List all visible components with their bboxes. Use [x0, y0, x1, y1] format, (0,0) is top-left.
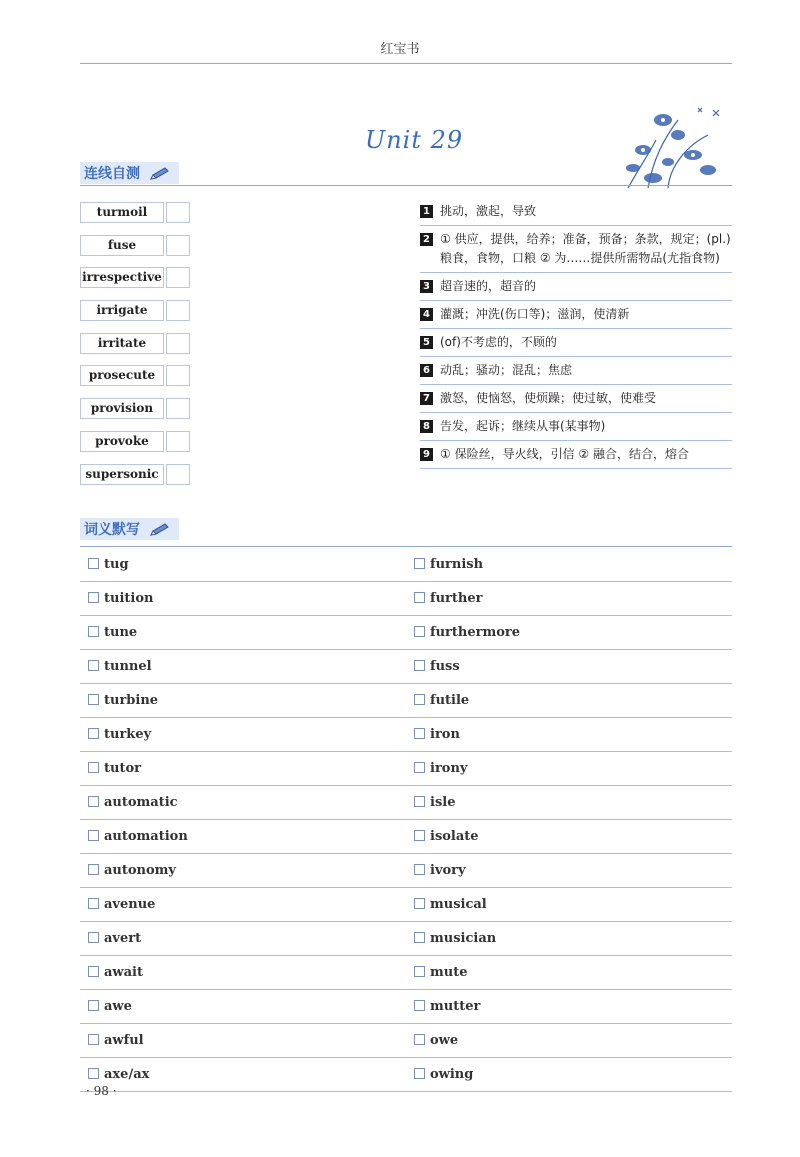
- pencil-icon: [149, 167, 171, 181]
- checkbox[interactable]: [414, 592, 425, 603]
- dictation-word: mutter: [430, 999, 481, 1014]
- dictation-item: [414, 684, 469, 717]
- dictation-word: futile: [430, 693, 470, 708]
- matching-definition-row: [420, 273, 732, 301]
- matching-word: irritate: [80, 333, 164, 354]
- dictation-row: [80, 684, 732, 718]
- matching-definition-row: [420, 413, 732, 441]
- checkbox[interactable]: [88, 898, 99, 909]
- checkbox[interactable]: [88, 694, 99, 705]
- definition-number: 6: [420, 364, 433, 377]
- checkbox[interactable]: [88, 796, 99, 807]
- dictation-word: furthermore: [430, 625, 521, 640]
- dictation-item: [414, 650, 460, 683]
- dictation-word: axe/ax: [104, 1067, 150, 1082]
- pencil-icon: [149, 523, 171, 537]
- dictation-word: furnish: [430, 557, 484, 572]
- dictation-item: [414, 854, 466, 887]
- checkbox[interactable]: [88, 830, 99, 841]
- checkbox[interactable]: [88, 966, 99, 977]
- dictation-word: irony: [430, 761, 468, 776]
- dictation-row: [80, 922, 732, 956]
- matching-definition-list: [420, 198, 732, 469]
- matching-word: irrigate: [80, 300, 164, 321]
- dictation-word: autonomy: [104, 863, 176, 878]
- dictation-row: [80, 752, 732, 786]
- dictation-row: [80, 1058, 732, 1092]
- definition-text: (of)不考虑的，不顾的: [440, 335, 557, 349]
- dictation-word: owe: [430, 1033, 459, 1048]
- matching-word: supersonic: [80, 464, 164, 485]
- checkbox[interactable]: [414, 932, 425, 943]
- dictation-item: [414, 820, 479, 853]
- header-rule: [80, 63, 732, 64]
- dictation-item: [414, 990, 480, 1023]
- dictation-row: [80, 990, 732, 1024]
- dictation-row: [80, 888, 732, 922]
- checkbox[interactable]: [414, 626, 425, 637]
- dictation-item: [88, 888, 155, 921]
- definition-text: 动乱；骚动；混乱；焦虑: [440, 363, 573, 377]
- matching-word: provoke: [80, 431, 164, 452]
- checkbox[interactable]: [414, 898, 425, 909]
- dictation-row: [80, 718, 732, 752]
- dictation-row: [80, 786, 732, 820]
- matching-answer-box[interactable]: [166, 398, 190, 419]
- dictation-item: [414, 786, 455, 819]
- checkbox[interactable]: [88, 558, 99, 569]
- matching-section-heading: [80, 162, 179, 184]
- checkbox[interactable]: [88, 1034, 99, 1045]
- matching-definition-row: [420, 226, 732, 273]
- dictation-row: [80, 956, 732, 990]
- definition-text: 挑动，激起，导致: [440, 204, 537, 218]
- dictation-item: [414, 888, 487, 921]
- dictation-word: tug: [104, 557, 129, 572]
- checkbox[interactable]: [414, 830, 425, 841]
- matching-definition-row: [420, 301, 732, 329]
- dictation-word: mute: [430, 965, 468, 980]
- dictation-row: [80, 548, 732, 582]
- dictation-item: [88, 650, 152, 683]
- dictation-word: further: [430, 591, 483, 606]
- matching-answer-box[interactable]: [166, 464, 190, 485]
- dictation-row: [80, 582, 732, 616]
- matching-definition-row: [420, 441, 732, 469]
- checkbox[interactable]: [414, 728, 425, 739]
- checkbox[interactable]: [88, 1000, 99, 1011]
- checkbox[interactable]: [88, 592, 99, 603]
- dictation-word: tune: [104, 625, 138, 640]
- dictation-item: [88, 786, 178, 819]
- dictation-item: [88, 854, 176, 887]
- dictation-list: [80, 548, 732, 1092]
- definition-number: 2: [420, 233, 433, 246]
- definition-text: 告发，起诉；继续从事(某事物): [440, 419, 606, 433]
- dictation-word: awe: [104, 999, 132, 1014]
- checkbox[interactable]: [88, 1068, 99, 1079]
- dictation-word: musician: [430, 931, 497, 946]
- checkbox[interactable]: [88, 762, 99, 773]
- dictation-item: [88, 718, 151, 751]
- definition-text: ① 保险丝，导火线，引信 ② 融合，结合，熔合: [440, 447, 689, 461]
- dictation-word: fuss: [430, 659, 460, 674]
- checkbox[interactable]: [414, 796, 425, 807]
- dictation-heading-label: 词义默写: [84, 522, 140, 538]
- dictation-item: [88, 684, 158, 717]
- definition-text: 灌溉；冲洗(伤口等)；滋润，使清新: [440, 307, 630, 321]
- matching-word: irrespective: [80, 267, 164, 288]
- matching-word: fuse: [80, 235, 164, 256]
- checkbox[interactable]: [414, 966, 425, 977]
- matching-answer-box[interactable]: [166, 300, 190, 321]
- checkbox[interactable]: [414, 694, 425, 705]
- definition-number: 3: [420, 280, 433, 293]
- definition-number: 9: [420, 448, 433, 461]
- checkbox[interactable]: [88, 626, 99, 637]
- dictation-section-heading: [80, 518, 179, 540]
- dictation-item: [88, 990, 132, 1023]
- dictation-word: avenue: [104, 897, 156, 912]
- matching-answer-box[interactable]: [166, 202, 190, 223]
- running-header: 红宝书: [380, 42, 420, 57]
- matching-answer-box[interactable]: [166, 333, 190, 354]
- dictation-word: isle: [430, 795, 456, 810]
- dictation-word: automatic: [104, 795, 178, 810]
- dictation-word: avert: [104, 931, 142, 946]
- dictation-word: turkey: [104, 727, 152, 742]
- checkbox[interactable]: [414, 1034, 425, 1045]
- dictation-item: [414, 1058, 473, 1091]
- dictation-item: [414, 582, 482, 615]
- dictation-word: tunnel: [104, 659, 152, 674]
- dictation-word: await: [104, 965, 143, 980]
- dictation-item: [88, 548, 129, 581]
- definition-text: ① 供应，提供，给养；准备，预备；条款，规定；(pl.)粮食，食物，口粮 ② 为……提供所需物品(尤指食物): [440, 232, 731, 265]
- dictation-word: turbine: [104, 693, 159, 708]
- checkbox[interactable]: [88, 660, 99, 671]
- checkbox[interactable]: [88, 728, 99, 739]
- definition-number: 1: [420, 205, 433, 218]
- dictation-item: [414, 548, 483, 581]
- dictation-row: [80, 1024, 732, 1058]
- matching-section-rule: [80, 185, 732, 186]
- dictation-item: [414, 956, 467, 989]
- dictation-item: [414, 752, 467, 785]
- checkbox[interactable]: [414, 864, 425, 875]
- matching-word: turmoil: [80, 202, 164, 223]
- checkbox[interactable]: [414, 558, 425, 569]
- dictation-item: [414, 616, 520, 649]
- matching-definition-row: [420, 357, 732, 385]
- matching-definition-row: [420, 198, 732, 226]
- checkbox[interactable]: [88, 864, 99, 875]
- dictation-word: isolate: [430, 829, 479, 844]
- checkbox[interactable]: [414, 1068, 425, 1079]
- dictation-item: [414, 1024, 458, 1057]
- unit-title: Unit 29: [365, 126, 464, 154]
- dictation-row: [80, 820, 732, 854]
- dictation-row: [80, 616, 732, 650]
- dictation-item: [88, 922, 141, 955]
- page-number: · 98 ·: [86, 1084, 117, 1098]
- dictation-item: [88, 956, 143, 989]
- matching-answer-box[interactable]: [166, 431, 190, 452]
- matching-heading-label: 连线自测: [84, 166, 140, 182]
- definition-number: 4: [420, 308, 433, 321]
- dictation-word: ivory: [430, 863, 466, 878]
- dictation-word: musical: [430, 897, 487, 912]
- matching-answer-box[interactable]: [166, 235, 190, 256]
- definition-number: 8: [420, 420, 433, 433]
- dictation-word: tutor: [104, 761, 141, 776]
- dictation-section-rule: [80, 546, 732, 547]
- matching-word: provision: [80, 398, 164, 419]
- flower-illustration-icon: [608, 100, 733, 190]
- dictation-word: iron: [430, 727, 460, 742]
- definition-text: 超音速的，超音的: [440, 279, 537, 293]
- matching-definition-row: [420, 385, 732, 413]
- checkbox[interactable]: [414, 762, 425, 773]
- dictation-row: [80, 650, 732, 684]
- dictation-word: owing: [430, 1067, 474, 1082]
- dictation-item: [88, 752, 141, 785]
- dictation-word: tuition: [104, 591, 154, 606]
- matching-answer-box[interactable]: [166, 365, 190, 386]
- dictation-item: [414, 718, 460, 751]
- definition-number: 5: [420, 336, 433, 349]
- dictation-item: [88, 616, 137, 649]
- definition-text: 激怒，使恼怒，使烦躁；使过敏，使难受: [440, 391, 657, 405]
- checkbox[interactable]: [414, 1000, 425, 1011]
- dictation-word: awful: [104, 1033, 144, 1048]
- matching-word: prosecute: [80, 365, 164, 386]
- dictation-row: [80, 854, 732, 888]
- dictation-item: [88, 1024, 144, 1057]
- dictation-item: [88, 582, 153, 615]
- checkbox[interactable]: [88, 932, 99, 943]
- matching-answer-box[interactable]: [166, 267, 190, 288]
- matching-definition-row: [420, 329, 732, 357]
- checkbox[interactable]: [414, 660, 425, 671]
- definition-number: 7: [420, 392, 433, 405]
- dictation-word: automation: [104, 829, 188, 844]
- dictation-item: [88, 820, 188, 853]
- dictation-item: [414, 922, 496, 955]
